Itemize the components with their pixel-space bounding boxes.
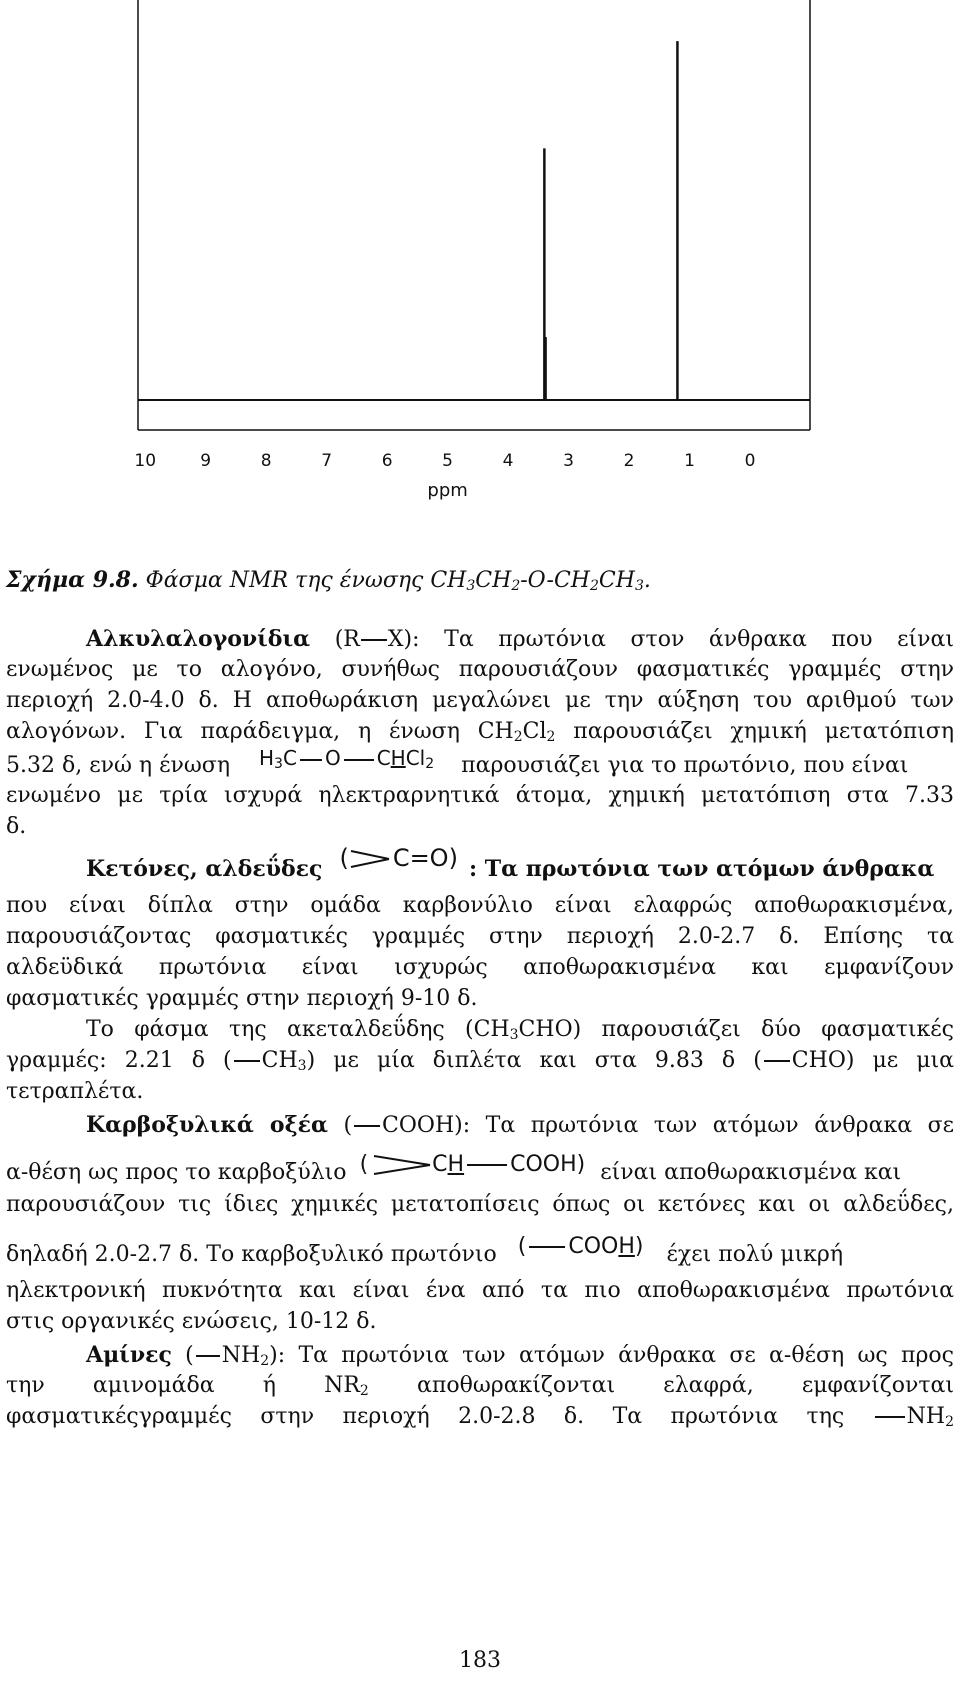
carbonyl-group: ( C=O): [339, 844, 458, 872]
figure-caption: [6, 567, 651, 593]
p2-line-3: παρουσιάζοντας φασματικές γραμμές στην περιοχή 2.0-2.7 δ. Επίσης τα: [6, 924, 954, 949]
x-tick-label: 2: [623, 451, 635, 471]
spectrum-x-ticks: [134, 451, 755, 471]
x-tick-label: 4: [502, 451, 514, 471]
p1-line-7: δ.: [6, 814, 27, 839]
p3-line-1: Το φάσμα της ακεταλδεΰδης $(CH_3CHO)$ παρουσιάζει δύο φασματικές: [86, 1017, 954, 1043]
spectrum-frame: [138, 0, 810, 430]
x-tick-label: 8: [260, 451, 272, 471]
p3-line-2: γραμμές: 2.21 δ ( $CH_3$) με μία διπλέτα και στα 9.83 δ ( CHO) με μια: [6, 1048, 954, 1074]
p2-line-2: που είναι δίπλα στην ομάδα καρβονύλιο είναι ελαφρώς αποθωρακισμένα,: [6, 893, 954, 918]
p1-heading: Αλκυλαλογονίδια: [86, 626, 311, 652]
p2-heading: Κετόνες, αλδεΰδες: [86, 856, 323, 882]
p4-heading: Καρβοξυλικά οξέα: [86, 1112, 328, 1138]
x-tick-label: 9: [200, 451, 212, 471]
p1-line-4: αλογόνων. Για παράδειγμα, η ένωση $CH_2Cl_2$ παρουσιάζει χημική μετατόπιση: [6, 719, 954, 745]
p5-heading: Αμίνες: [86, 1342, 172, 1368]
alpha-carbon-cooh: ( CH COOH): [359, 1152, 586, 1177]
p3-line-3: τετραπλέτα.: [6, 1079, 144, 1104]
p4-line-1: Καρβοξυλικά οξέα ( COOH): Τα πρωτόνια των ατόμων άνθρακα σε: [86, 1112, 954, 1138]
carboxylic-proton: ( COOH): [517, 1234, 644, 1259]
page-number: 183: [459, 1648, 501, 1673]
p1-line-6: ενωμένο με τρία ισχυρά ηλεκτραρνητικά άτομα, χημική μετατόπιση στα 7.33: [6, 783, 954, 808]
x-tick-label: 10: [134, 451, 157, 471]
p4-line-4: δηλαδή 2.0-2.7 δ. Το καρβοξυλικό πρωτόνιο ( COOH) έχει πολύ μικρή: [6, 1234, 844, 1267]
x-axis-label: ppm: [427, 480, 468, 501]
p2-line-4: αλδεϋδικά πρωτόνια είναι ισχυρώς αποθωρακισμένα και εμφανίζουν: [6, 955, 954, 980]
p4-line-6: στις οργανικές ενώσεις, 10-12 δ.: [6, 1309, 377, 1334]
p2-line-1: Κετόνες, αλδεΰδες ( C=O) : Τα πρωτόνια των ατόμων άνθρακα: [86, 844, 935, 882]
p1-line-3: περιοχή 2.0-4.0 δ. Η αποθωράκιση μεγαλώνει με την αύξηση του αριθμού των: [6, 688, 954, 713]
p1-line-5: 5.32 δ, ενώ η ένωση $H_3C$ O CHCl$_2$ παρουσιάζει για το πρωτόνιο, που είναι: [6, 750, 954, 781]
x-tick-label: 7: [321, 451, 333, 471]
p4-line-3: παρουσιάζουν τις ίδιες χημικές μετατοπίσεις όπως οι κετόνες και οι αλδεΰδες,: [6, 1192, 954, 1217]
nmr-spectrum-chart: [130, 0, 820, 548]
p1-line-2: ενωμένος με το αλογόνο, συνήθως παρουσιάζουν φασματικές γραμμές στην: [6, 657, 954, 682]
x-tick-label: 0: [744, 451, 756, 471]
p5-line-3: φασματικέςγραμμές στην περιοχή 2.0-2.8 δ. Τα πρωτόνια της $NH_2$: [6, 1404, 954, 1430]
x-tick-label: 6: [381, 451, 393, 471]
p4-line-5: ηλεκτρονική πυκνότητα και είναι ένα από τα πιο αποθωρακισμένα πρωτόνια: [6, 1278, 954, 1303]
chem-h3c-o-chcl2: $H_3C$ O CHCl$_2$: [259, 746, 435, 772]
p5-line-1: Αμίνες ( $NH_2$): Τα πρωτόνια των ατόμων άνθρακα σε α-θέση ως προς: [86, 1342, 954, 1369]
caption-text: Φάσμα NMR της ένωσης $CH_3CH_2-O-CH_2CH_3$.: [145, 568, 651, 594]
caption-label: Σχήμα 9.8.: [6, 567, 139, 593]
x-tick-label: 1: [684, 451, 695, 471]
p4-line-2: α-θέση ως προς το καρβοξύλιο ( CH COOH) είναι αποθωρακισμένα και: [6, 1152, 902, 1185]
x-tick-label: 5: [442, 451, 454, 471]
p1-line-1: Αλκυλαλογονίδια (R X): Τα πρωτόνια στον άνθρακα που είναι: [86, 626, 954, 652]
x-tick-label: 3: [563, 451, 574, 471]
p2-line-5: φασματικές γραμμές στην περιοχή 9-10 δ.: [6, 986, 478, 1011]
p5-line-2: την αμινομάδα ή $NR_2$ αποθωρακίζονται ελαφρά, εμφανίζονται: [6, 1373, 955, 1399]
spectrum-peaks: [544, 41, 677, 400]
